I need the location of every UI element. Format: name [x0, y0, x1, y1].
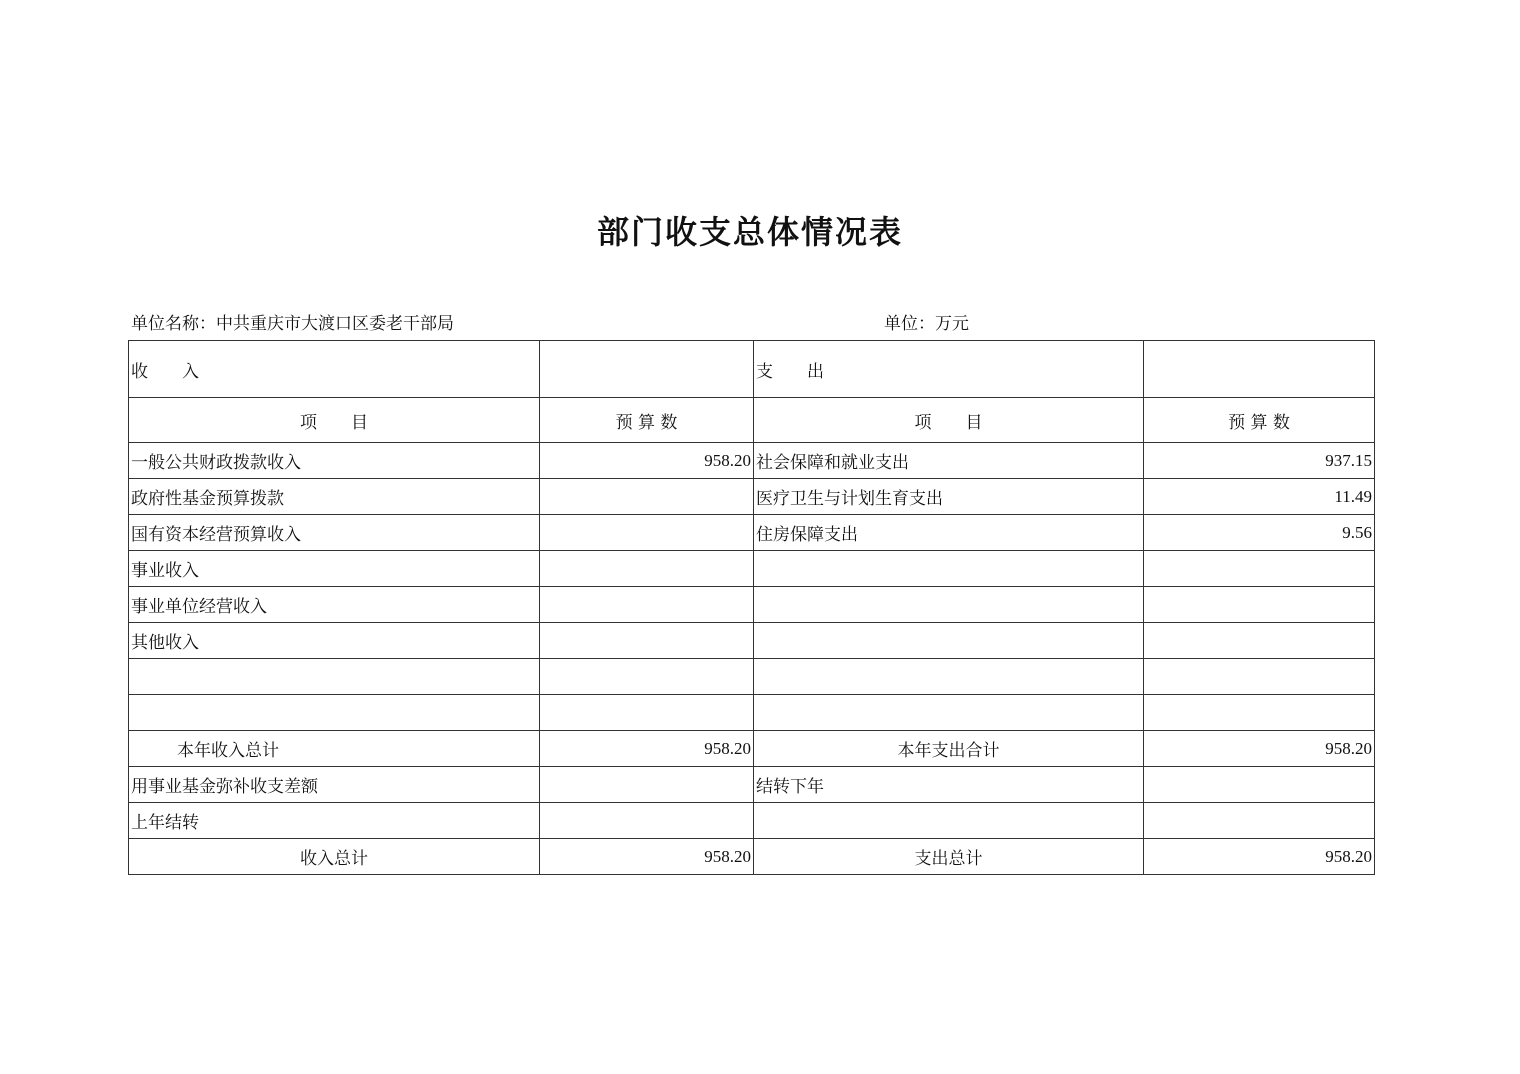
table-row [129, 623, 1375, 659]
table-row [129, 551, 1375, 587]
expense-value [1144, 587, 1375, 623]
year-income-total-label: 本年收入总计 [129, 731, 540, 767]
section-header-row [129, 341, 1375, 398]
income-item: 其他收入 [129, 623, 540, 659]
expense-item [754, 695, 1144, 731]
column-header-row [129, 398, 1375, 443]
income-item: 事业单位经营收入 [129, 587, 540, 623]
year-expense-total-value: 958.20 [1144, 731, 1375, 767]
empty-cell [1144, 341, 1375, 398]
table-row [129, 767, 1375, 803]
income-value [540, 659, 754, 695]
unit-label: 单位：万元 [884, 314, 969, 334]
expense-grand-total-value: 958.20 [1144, 839, 1375, 875]
income-section-header: 收 入 [129, 341, 540, 398]
income-item: 国有资本经营预算收入 [129, 515, 540, 551]
expense-item: 社会保障和就业支出 [754, 443, 1144, 479]
year-total-row [129, 731, 1375, 767]
income-item: 事业收入 [129, 551, 540, 587]
expense-grand-total-label: 支出总计 [754, 839, 1144, 875]
expense-section-header: 支 出 [754, 341, 1144, 398]
income-value [540, 803, 754, 839]
income-grand-total-value: 958.20 [540, 839, 754, 875]
expense-item: 医疗卫生与计划生育支出 [754, 479, 1144, 515]
expense-value: 11.49 [1144, 479, 1375, 515]
income-value [540, 479, 754, 515]
income-item: 用事业基金弥补收支差额 [129, 767, 540, 803]
expense-value [1144, 551, 1375, 587]
income-item-header: 项 目 [129, 398, 540, 443]
expense-item [754, 803, 1144, 839]
unit-name-label: 单位名称：中共重庆市大渡口区委老干部局 [131, 314, 454, 334]
income-value: 958.20 [540, 443, 754, 479]
page-title: 部门收支总体情况表 [596, 213, 903, 251]
expense-item [754, 551, 1144, 587]
table-row [129, 695, 1375, 731]
income-item [129, 659, 540, 695]
year-expense-total-label: 本年支出合计 [754, 731, 1144, 767]
expense-item [754, 659, 1144, 695]
income-value [540, 695, 754, 731]
table-row [129, 443, 1375, 479]
expense-value [1144, 659, 1375, 695]
income-item [129, 695, 540, 731]
empty-cell [540, 341, 754, 398]
table-row [129, 515, 1375, 551]
expense-value: 937.15 [1144, 443, 1375, 479]
income-grand-total-label: 收入总计 [129, 839, 540, 875]
budget-table [128, 340, 1375, 875]
income-value [540, 623, 754, 659]
expense-item: 结转下年 [754, 767, 1144, 803]
expense-value [1144, 695, 1375, 731]
income-value [540, 587, 754, 623]
table-row [129, 659, 1375, 695]
year-income-total-value: 958.20 [540, 731, 754, 767]
income-item: 一般公共财政拨款收入 [129, 443, 540, 479]
income-value [540, 515, 754, 551]
expense-item-header: 项 目 [754, 398, 1144, 443]
income-budget-header: 预 算 数 [540, 398, 754, 443]
expense-value [1144, 623, 1375, 659]
income-value [540, 767, 754, 803]
expense-item: 住房保障支出 [754, 515, 1144, 551]
table-row [129, 587, 1375, 623]
income-item: 上年结转 [129, 803, 540, 839]
grand-total-row [129, 839, 1375, 875]
expense-budget-header: 预 算 数 [1144, 398, 1375, 443]
expense-item [754, 587, 1144, 623]
expense-value: 9.56 [1144, 515, 1375, 551]
expense-value [1144, 803, 1375, 839]
table-row [129, 803, 1375, 839]
expense-item [754, 623, 1144, 659]
income-value [540, 551, 754, 587]
income-item: 政府性基金预算拨款 [129, 479, 540, 515]
expense-value [1144, 767, 1375, 803]
table-row [129, 479, 1375, 515]
